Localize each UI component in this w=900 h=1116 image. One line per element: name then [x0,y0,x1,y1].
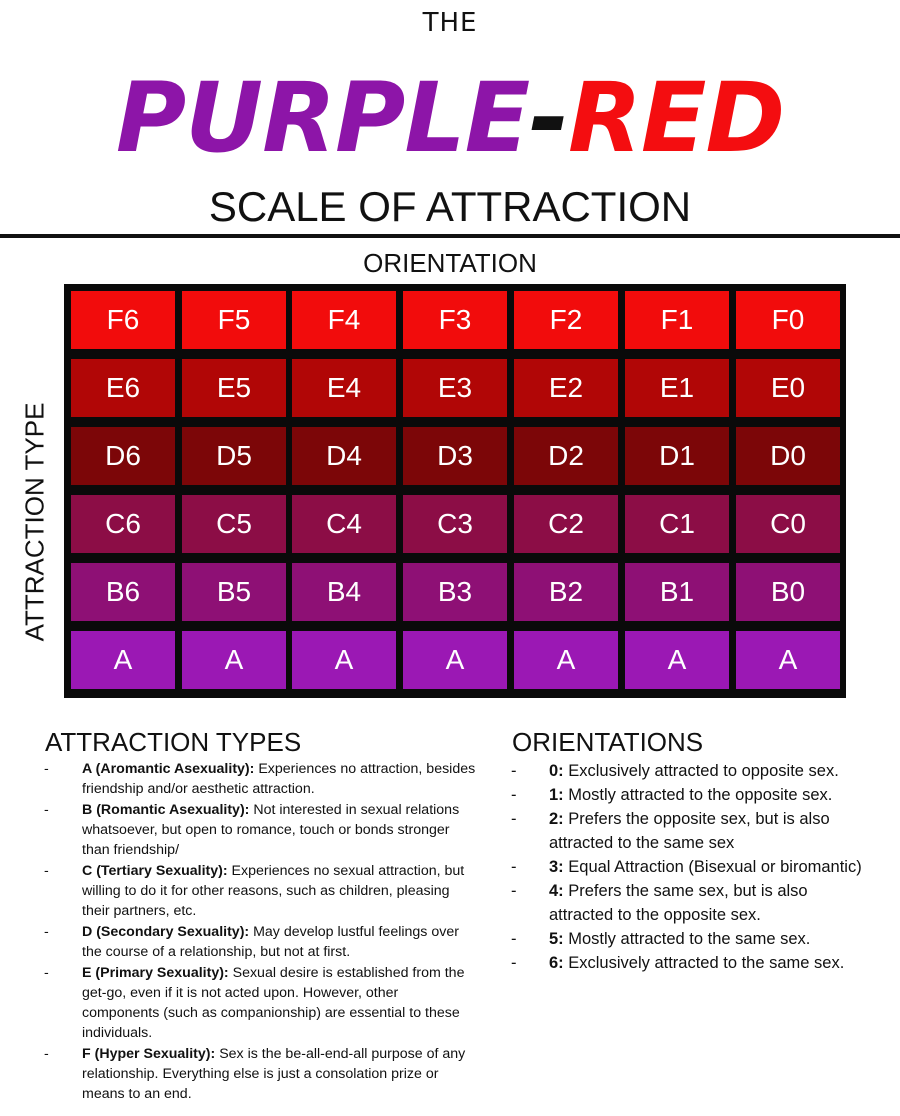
grid-cell: F6 [71,291,175,349]
grid-cell: C4 [292,495,396,553]
grid-cell: D6 [71,427,175,485]
orientation-description: Prefers the opposite sex, but is also attracted to the same sex [549,810,830,852]
grid-cell: B5 [182,563,286,621]
orientation-description: Mostly attracted to the same sex. [563,930,811,948]
grid-cell: A [292,631,396,689]
orientation-key: 4: [549,882,564,900]
grid-cell: C6 [71,495,175,553]
orientations-heading: ORIENTATIONS [512,727,704,757]
grid-cell: B6 [71,563,175,621]
title-dash: - [529,62,568,174]
list-bullet: - [44,761,49,777]
grid-cell: F3 [403,291,507,349]
list-bullet: - [511,762,517,780]
list-bullet: - [511,930,517,948]
grid-cell: C2 [514,495,618,553]
list-bullet: - [511,882,517,900]
attraction-types-list [38,759,478,1105]
orientation-description: Mostly attracted to the opposite sex. [563,786,833,804]
attraction-type-item [38,922,478,962]
attraction-type-key: F (Hyper Sexuality): [82,1046,216,1062]
orientation-item [505,759,865,783]
attraction-type-item [38,1044,478,1104]
list-bullet: - [511,810,517,828]
orientation-item [505,807,865,855]
grid-cell: E2 [514,359,618,417]
list-bullet: - [511,786,517,804]
grid-cell: B1 [625,563,729,621]
attraction-grid [64,284,846,698]
attraction-type-key: C (Tertiary Sexuality): [82,863,228,879]
orientation-item [505,783,865,807]
attraction-type-key: A (Aromantic Asexuality): [82,761,255,777]
orientation-description: Prefers the same sex, but is also attracted to the opposite sex. [549,882,808,924]
orientation-key: 2: [549,810,564,828]
grid-cell: C5 [182,495,286,553]
attraction-type-item [38,861,478,921]
grid-cell: F0 [736,291,840,349]
attraction-type-description: Sex is the be-all-end-all purpose of any relationship. Everything else is just a consolation prize or means to an end. [82,1046,466,1102]
orientation-item [505,879,865,927]
grid-cell: D5 [182,427,286,485]
attraction-type-key: E (Primary Sexuality): [82,965,229,981]
orientation-description: Equal Attraction (Bisexual or biromantic) [563,858,862,876]
orientation-key: 6: [549,954,564,972]
grid-cell: C3 [403,495,507,553]
grid-cell: E4 [292,359,396,417]
grid-cell: D1 [625,427,729,485]
title-red-word: RED [568,62,785,174]
orientation-axis-label: ORIENTATION [363,248,537,278]
grid-cell: E5 [182,359,286,417]
grid-cell: A [403,631,507,689]
grid-cell: F2 [514,291,618,349]
attraction-type-description: Sexual desire is established from the get-go, even if it is not acted upon. However, other components (such as companionship) are essential to these individuals. [82,965,465,1041]
list-bullet: - [511,954,517,972]
grid-cell: E1 [625,359,729,417]
orientation-item [505,927,865,951]
list-bullet: - [44,802,49,818]
list-bullet: - [44,1046,49,1062]
attraction-type-item [38,800,478,860]
orientation-description: Exclusively attracted to the same sex. [563,954,845,972]
attraction-types-heading: ATTRACTION TYPES [45,727,302,757]
orientation-key: 1: [549,786,564,804]
grid-cell: A [71,631,175,689]
grid-cell: B0 [736,563,840,621]
attraction-type-description: Not interested in sexual relations whatsoever, but open to romance, touch or bonds stronger than friendship/ [82,802,460,858]
main-title [0,58,900,178]
grid-cell: A [625,631,729,689]
grid-cell: D2 [514,427,618,485]
orientation-item [505,855,865,879]
attraction-type-axis-label: ATTRACTION TYPE [19,402,50,642]
list-bullet: - [44,863,49,879]
grid-cell: E6 [71,359,175,417]
grid-cell: F4 [292,291,396,349]
subtitle: SCALE OF ATTRACTION [208,183,692,230]
orientation-key: 3: [549,858,564,876]
grid-cell: C1 [625,495,729,553]
grid-cell: F1 [625,291,729,349]
grid-cell: A [182,631,286,689]
title-purple-word: PURPLE [115,62,530,174]
attraction-type-item [38,963,478,1043]
grid-cell: E3 [403,359,507,417]
grid-cell: D3 [403,427,507,485]
list-bullet: - [44,924,49,940]
orientation-key: 0: [549,762,564,780]
grid-cell: B2 [514,563,618,621]
orientations-list [505,759,865,975]
attraction-type-description: Experiences no sexual attraction, but willing to do it for other reasons, such as children, pleasing their partners, etc. [82,863,465,919]
grid-cell: E0 [736,359,840,417]
attraction-type-description: Experiences no attraction, besides friendship and/or aesthetic attraction. [82,761,476,797]
grid-cell: A [514,631,618,689]
orientation-description: Exclusively attracted to opposite sex. [563,762,839,780]
grid-cell: D0 [736,427,840,485]
grid-cell: B4 [292,563,396,621]
attraction-type-item [38,759,478,799]
list-bullet: - [44,965,49,981]
attraction-type-description: May develop lustful feelings over the course of a relationship, but not at first. [82,924,459,960]
grid-cell: C0 [736,495,840,553]
orientation-key: 5: [549,930,564,948]
attraction-type-key: B (Romantic Asexuality): [82,802,250,818]
list-bullet: - [511,858,517,876]
header-the: THE [422,8,478,38]
header-divider [0,234,900,238]
grid-cell: B3 [403,563,507,621]
orientation-item [505,951,865,975]
attraction-type-key: D (Secondary Sexuality): [82,924,250,940]
grid-cell: D4 [292,427,396,485]
grid-cell: A [736,631,840,689]
grid-cell: F5 [182,291,286,349]
